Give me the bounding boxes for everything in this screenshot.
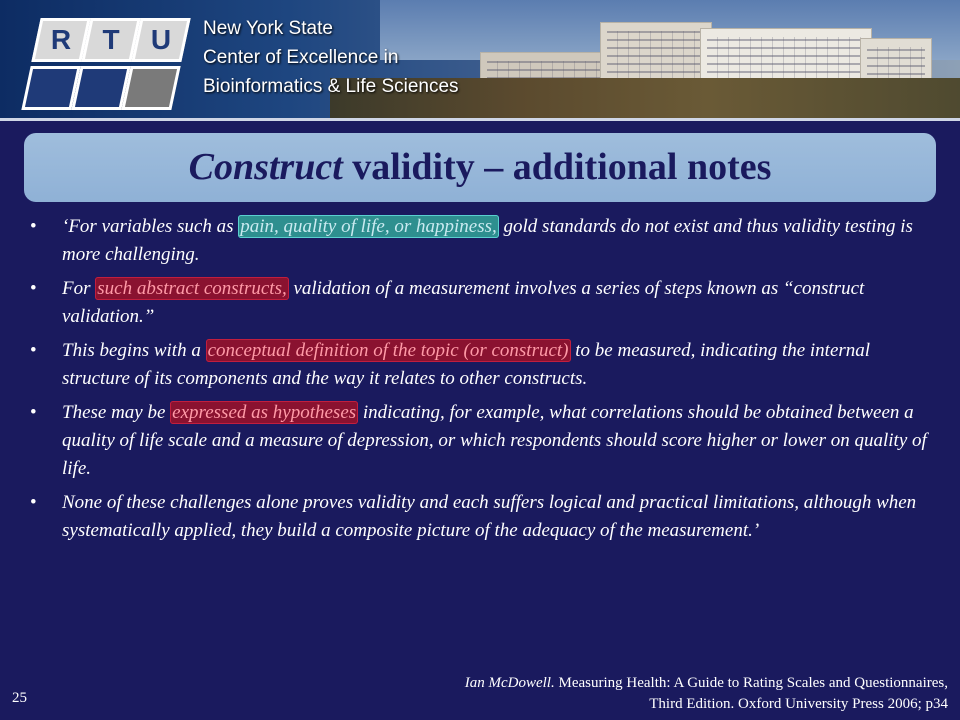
highlighted-phrase: expressed as hypotheses <box>172 402 357 423</box>
highlighted-phrase: conceptual definition of the topic (or construct) <box>207 340 569 361</box>
logo-letter: U <box>150 24 172 55</box>
bullet-text: None of these challenges alone proves validity and each suffers logical and practical limitations, although when systematically applied, they build a composite picture of the adequacy of the measurement.’ <box>62 492 917 541</box>
center-line: Bioinformatics & Life Sciences <box>203 76 459 97</box>
bullet-text: ‘For variables such as <box>62 216 239 237</box>
logo-letter: T <box>102 24 120 55</box>
bullet-item <box>30 213 935 269</box>
header-banner <box>0 0 960 118</box>
bullet-item <box>30 489 935 545</box>
bullet-dot: • <box>30 340 37 361</box>
slide-title <box>24 133 936 202</box>
citation-author: Ian McDowell. <box>464 675 555 691</box>
citation-line <box>465 673 948 694</box>
center-name <box>203 14 459 101</box>
logo-letter: R <box>50 24 72 55</box>
citation-line: Third Edition. Oxford University Press 2006; p34 <box>649 696 948 712</box>
center-line: New York State <box>203 18 333 39</box>
bullet-item <box>30 399 935 483</box>
title-rest: validity – additional notes <box>342 146 772 188</box>
bullet-text: to be measured, indicating the internal structure of its components and the way it relates to other constructs. <box>62 340 871 389</box>
header-divider <box>0 118 960 121</box>
bullet-text: gold standards do not exist and thus validity testing is more challenging. <box>62 216 913 265</box>
bullet-list <box>30 213 935 551</box>
bullet-text: For <box>62 278 96 299</box>
bullet-dot: • <box>30 216 37 237</box>
bullet-item <box>30 275 935 331</box>
rtu-logo <box>14 16 200 108</box>
citation-title: Measuring Health: A Guide to Rating Scales and Questionnaires, <box>554 675 948 691</box>
highlighted-phrase: pain, quality of life, or happiness, <box>240 216 497 237</box>
logo-tile <box>131 18 190 62</box>
bullet-text: This begins with a <box>62 340 206 361</box>
citation <box>465 673 948 715</box>
bullet-text: These may be <box>62 402 171 423</box>
title-box <box>24 133 936 202</box>
slide-number: 25 <box>12 690 27 706</box>
bullet-text: validation of a measurement involves a series of steps known as “construct validation.” <box>62 278 865 327</box>
logo-tile <box>121 66 180 110</box>
title-italic: Construct <box>188 146 343 188</box>
bullet-text: indicating, for example, what correlations should be obtained between a quality of life scale and a measure of depression, or which respondents should score higher or lower on quality of life. <box>62 402 927 479</box>
bullet-dot: • <box>30 492 37 513</box>
highlighted-phrase: such abstract constructs, <box>97 278 287 299</box>
bullet-dot: • <box>30 402 37 423</box>
bullet-item <box>30 337 935 393</box>
center-line: Center of Excellence in <box>203 47 399 68</box>
bullet-dot: • <box>30 278 37 299</box>
